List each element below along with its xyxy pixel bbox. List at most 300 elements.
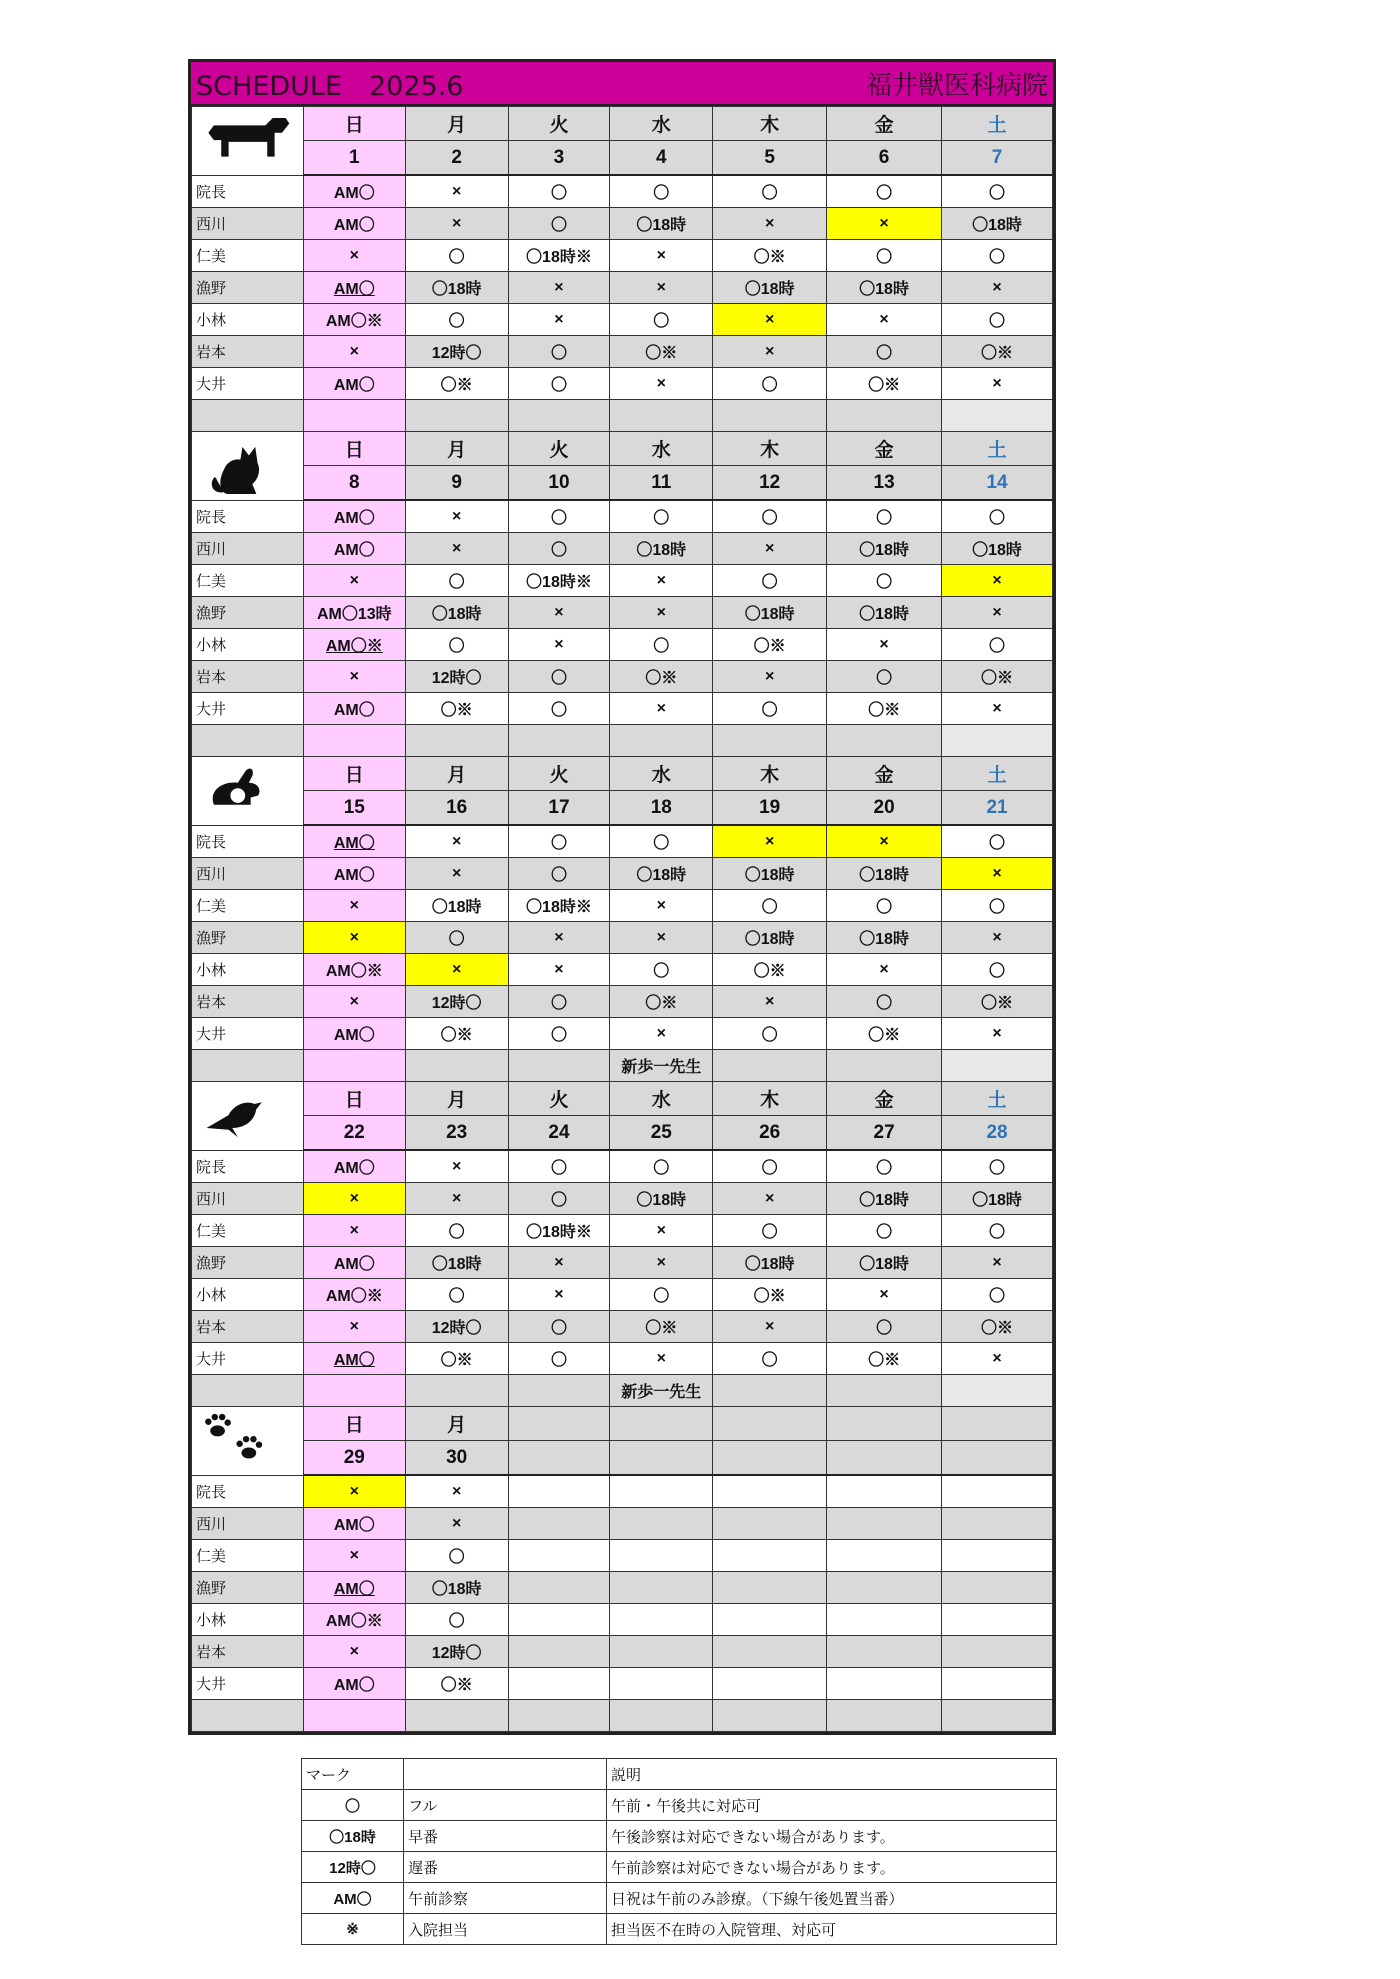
schedule-value: 〇 — [989, 1160, 1006, 1177]
schedule-cell — [713, 1636, 827, 1668]
date-cell — [508, 1441, 610, 1476]
note-cell — [942, 1050, 1053, 1082]
schedule-value: × — [656, 896, 666, 914]
schedule-value: × — [451, 1189, 462, 1207]
schedule-cell — [713, 1150, 827, 1183]
schedule-cell — [508, 986, 610, 1018]
schedule-cell — [827, 1572, 942, 1604]
footer-cell — [713, 1700, 827, 1732]
schedule-value: × — [349, 1189, 359, 1207]
schedule-cell — [610, 1604, 713, 1636]
day-label: 金 — [827, 757, 942, 791]
schedule-cell — [942, 858, 1053, 890]
note-cell — [713, 725, 827, 757]
note-cell — [303, 400, 405, 432]
legend-row — [302, 1883, 1057, 1914]
date-cell: 11 — [610, 466, 713, 501]
schedule-cell — [827, 1279, 942, 1311]
schedule-value: 〇 — [653, 1160, 670, 1177]
schedule-cell — [827, 1183, 942, 1215]
schedule-cell — [405, 1540, 508, 1572]
date-cell: 16 — [405, 791, 508, 826]
schedule-cell — [827, 890, 942, 922]
schedule-value: × — [656, 246, 666, 264]
schedule-cell — [610, 1475, 713, 1508]
day-label: 土 — [942, 432, 1053, 466]
schedule-cell — [713, 1508, 827, 1540]
schedule-value: × — [349, 571, 359, 589]
schedule-cell — [405, 954, 508, 986]
legend-mark: 〇 — [302, 1790, 404, 1821]
schedule-cell — [405, 1572, 508, 1604]
schedule-grid — [191, 106, 1053, 1732]
legend-label: 午前診察 — [404, 1883, 607, 1914]
date-cell — [827, 1441, 942, 1476]
schedule-value: 〇 — [876, 1160, 893, 1177]
schedule-cell — [610, 597, 713, 629]
day-label — [713, 1407, 827, 1441]
schedule-title: SCHEDULE 2025.6 — [196, 70, 464, 102]
schedule-value: × — [992, 603, 1002, 621]
schedule-value: 〇18時 — [859, 1192, 909, 1209]
schedule-cell — [508, 661, 610, 693]
date-cell: 22 — [303, 1116, 405, 1151]
staff-name: 小林 — [192, 1279, 304, 1311]
schedule-value: × — [879, 310, 889, 328]
schedule-value: 〇 — [550, 217, 567, 234]
schedule-value: 〇 — [989, 510, 1006, 527]
day-label: 金 — [827, 1082, 942, 1116]
day-label: 水 — [610, 432, 713, 466]
staff-row — [192, 629, 1053, 661]
staff-name: 仁美 — [192, 1540, 304, 1572]
day-label: 水 — [610, 107, 713, 141]
schedule-value: 〇 — [550, 670, 567, 687]
schedule-value: × — [656, 571, 666, 589]
schedule-cell — [942, 336, 1053, 368]
schedule-value: × — [554, 635, 564, 653]
staff-name: 院長 — [192, 1475, 304, 1508]
schedule-cell — [405, 858, 508, 890]
schedule-cell — [508, 533, 610, 565]
schedule-cell — [303, 858, 405, 890]
schedule-cell — [827, 175, 942, 208]
staff-name: 仁美 — [192, 1215, 304, 1247]
date-cell: 17 — [508, 791, 610, 826]
day-label: 月 — [405, 757, 508, 791]
schedule-cell — [405, 368, 508, 400]
schedule-cell — [303, 1018, 405, 1050]
schedule-value: × — [554, 603, 564, 621]
schedule-cell — [405, 922, 508, 954]
schedule-value: × — [349, 1642, 359, 1660]
schedule-value: 〇 — [876, 899, 893, 916]
note-cell — [827, 1050, 942, 1082]
week-4-day-header — [192, 1082, 1053, 1116]
schedule-cell — [827, 693, 942, 725]
schedule-value: × — [451, 960, 462, 978]
date-cell: 10 — [508, 466, 610, 501]
staff-row — [192, 1183, 1053, 1215]
schedule-cell — [713, 986, 827, 1018]
schedule-cell — [405, 1150, 508, 1183]
schedule-value: × — [451, 1514, 462, 1532]
schedule-value: 〇18時 — [859, 606, 909, 623]
schedule-cell — [508, 304, 610, 336]
note-row — [192, 400, 1053, 432]
day-label: 月 — [405, 1082, 508, 1116]
schedule-value: × — [879, 832, 889, 850]
schedule-value: 〇18時※ — [526, 249, 592, 266]
date-cell: 28 — [942, 1116, 1053, 1151]
staff-name: 漁野 — [192, 922, 304, 954]
schedule-value: 〇 — [876, 574, 893, 591]
staff-row — [192, 565, 1053, 597]
note-cell — [508, 1375, 610, 1407]
note-cell — [508, 725, 610, 757]
staff-name: 岩本 — [192, 1636, 304, 1668]
staff-name: 院長 — [192, 175, 304, 208]
schedule-cell — [942, 240, 1053, 272]
schedule-value: × — [879, 214, 889, 232]
day-label: 月 — [405, 432, 508, 466]
rabbit-icon — [192, 757, 304, 826]
legend-description: 日祝は午前のみ診療。（下線午後処置当番） — [607, 1883, 1057, 1914]
clinic-name: 福井獣医科病院 — [865, 70, 1048, 101]
cat-icon — [192, 432, 304, 501]
schedule-cell — [405, 890, 508, 922]
schedule-value: AM〇 — [333, 542, 375, 559]
footer-cell — [942, 1700, 1053, 1732]
schedule-cell — [405, 629, 508, 661]
schedule-value: 〇 — [876, 670, 893, 687]
schedule-value: 〇※ — [981, 345, 1014, 362]
schedule-value: 〇18時 — [636, 867, 687, 884]
footer-cell — [405, 1700, 508, 1732]
paw-prints-icon — [192, 1407, 304, 1476]
staff-row — [192, 825, 1053, 858]
staff-name: 仁美 — [192, 240, 304, 272]
day-label — [610, 1407, 713, 1441]
schedule-cell — [827, 858, 942, 890]
schedule-value: 12時〇 — [431, 345, 482, 362]
legend-header-cell: マーク — [302, 1759, 404, 1790]
schedule-cell — [405, 1018, 508, 1050]
schedule-value: 〇 — [448, 313, 465, 330]
schedule-value: 〇※ — [645, 670, 678, 687]
day-label: 日 — [303, 757, 405, 791]
schedule-value: 〇 — [989, 638, 1006, 655]
schedule-value: 〇18時 — [859, 1256, 909, 1273]
schedule-value: AM〇 — [333, 510, 375, 527]
staff-name: 大井 — [192, 1018, 304, 1050]
schedule-value: AM〇※ — [325, 1613, 383, 1630]
schedule-value: × — [992, 1349, 1002, 1367]
footer-cell — [303, 1700, 405, 1732]
staff-row — [192, 1540, 1053, 1572]
schedule-value: 〇 — [761, 185, 778, 202]
schedule-cell — [405, 986, 508, 1018]
schedule-cell — [942, 1572, 1053, 1604]
schedule-value: 12時〇 — [431, 670, 482, 687]
schedule-value: 〇 — [448, 931, 465, 948]
schedule-cell — [303, 1540, 405, 1572]
schedule-cell — [610, 629, 713, 661]
schedule-cell — [405, 240, 508, 272]
day-label: 火 — [508, 432, 610, 466]
note-cell — [713, 1050, 827, 1082]
schedule-value: × — [554, 928, 564, 946]
staff-row — [192, 1018, 1053, 1050]
schedule-cell — [405, 336, 508, 368]
day-label: 月 — [405, 1407, 508, 1441]
schedule-cell — [827, 1540, 942, 1572]
schedule-value: × — [656, 1349, 666, 1367]
schedule-value: 〇18時 — [744, 606, 795, 623]
schedule-cell — [303, 597, 405, 629]
schedule-value: 〇※ — [868, 702, 901, 719]
schedule-value: 〇18時 — [431, 899, 482, 916]
schedule-value: 〇18時 — [431, 1256, 482, 1273]
schedule-value: 〇18時 — [744, 931, 795, 948]
day-label: 木 — [713, 432, 827, 466]
schedule-panel — [188, 59, 1056, 1735]
schedule-cell — [303, 693, 405, 725]
schedule-value: 〇※ — [440, 1027, 473, 1044]
staff-row — [192, 240, 1053, 272]
schedule-cell — [508, 500, 610, 533]
date-cell: 25 — [610, 1116, 713, 1151]
note-spacer — [192, 1050, 304, 1082]
schedule-cell — [610, 565, 713, 597]
schedule-value: × — [992, 1024, 1002, 1042]
date-cell — [942, 1441, 1053, 1476]
schedule-value: 12時〇 — [431, 1645, 482, 1662]
schedule-cell — [303, 1475, 405, 1508]
schedule-cell — [942, 208, 1053, 240]
note-cell — [405, 1050, 508, 1082]
schedule-cell — [303, 208, 405, 240]
schedule-cell — [942, 629, 1053, 661]
schedule-value: AM〇 — [333, 867, 375, 884]
schedule-cell — [942, 565, 1053, 597]
schedule-cell — [942, 661, 1053, 693]
schedule-cell — [713, 500, 827, 533]
staff-name: 岩本 — [192, 1311, 304, 1343]
schedule-value: 〇 — [761, 1160, 778, 1177]
schedule-cell — [508, 1018, 610, 1050]
schedule-value: 〇18時※ — [526, 1224, 592, 1241]
schedule-cell — [713, 368, 827, 400]
schedule-cell — [713, 1343, 827, 1375]
schedule-cell — [508, 1636, 610, 1668]
schedule-value: 〇18時 — [744, 281, 795, 298]
schedule-value: AM〇※ — [325, 638, 383, 655]
schedule-value: × — [554, 278, 564, 296]
schedule-cell — [827, 597, 942, 629]
schedule-value: 〇 — [550, 1352, 567, 1369]
schedule-value: 〇※ — [868, 1352, 901, 1369]
schedule-cell — [508, 1668, 610, 1700]
date-cell: 7 — [942, 141, 1053, 176]
staff-row — [192, 1668, 1053, 1700]
note-row — [192, 725, 1053, 757]
schedule-value: × — [656, 1221, 666, 1239]
schedule-cell — [610, 500, 713, 533]
schedule-cell — [508, 890, 610, 922]
date-cell: 8 — [303, 466, 405, 501]
schedule-cell — [610, 1183, 713, 1215]
schedule-value: 〇 — [550, 542, 567, 559]
date-cell: 15 — [303, 791, 405, 826]
schedule-value: AM〇 — [333, 1027, 375, 1044]
legend-header-cell: 説明 — [607, 1759, 1057, 1790]
schedule-cell — [827, 825, 942, 858]
schedule-cell — [610, 1215, 713, 1247]
schedule-value: 〇18時※ — [526, 899, 592, 916]
schedule-cell — [827, 986, 942, 1018]
schedule-value: 〇※ — [440, 702, 473, 719]
schedule-cell — [827, 1475, 942, 1508]
schedule-cell — [303, 565, 405, 597]
schedule-cell — [942, 304, 1053, 336]
schedule-value: 〇 — [989, 313, 1006, 330]
schedule-value: 〇※ — [440, 1677, 473, 1694]
schedule-value: 〇18時 — [431, 606, 482, 623]
schedule-value: 〇 — [876, 995, 893, 1012]
day-label: 金 — [827, 107, 942, 141]
week-1-date-header — [192, 141, 1053, 176]
schedule-cell — [713, 304, 827, 336]
staff-name: 大井 — [192, 693, 304, 725]
schedule-cell — [610, 890, 713, 922]
schedule-cell — [827, 1150, 942, 1183]
schedule-cell — [713, 890, 827, 922]
schedule-cell — [610, 1018, 713, 1050]
schedule-cell — [508, 1475, 610, 1508]
schedule-cell — [610, 661, 713, 693]
schedule-cell — [942, 500, 1053, 533]
schedule-value: 〇※ — [981, 995, 1014, 1012]
week-1-day-header — [192, 107, 1053, 141]
week-3-date-header — [192, 791, 1053, 826]
schedule-cell — [405, 304, 508, 336]
schedule-cell — [942, 1343, 1053, 1375]
schedule-value: × — [992, 374, 1002, 392]
schedule-cell — [405, 1311, 508, 1343]
schedule-cell — [610, 368, 713, 400]
schedule-cell — [713, 208, 827, 240]
schedule-value: 〇 — [550, 185, 567, 202]
schedule-cell — [713, 1572, 827, 1604]
schedule-cell — [942, 597, 1053, 629]
schedule-value: 〇※ — [440, 1352, 473, 1369]
schedule-cell — [713, 1540, 827, 1572]
schedule-cell — [713, 629, 827, 661]
schedule-value: × — [992, 571, 1002, 589]
schedule-cell — [942, 1279, 1053, 1311]
schedule-value: 12時〇 — [431, 995, 482, 1012]
schedule-cell — [405, 1508, 508, 1540]
schedule-cell — [610, 922, 713, 954]
schedule-cell — [303, 336, 405, 368]
schedule-cell — [508, 240, 610, 272]
schedule-cell — [610, 1508, 713, 1540]
schedule-value: 〇 — [550, 835, 567, 852]
schedule-cell — [610, 175, 713, 208]
note-cell — [405, 1375, 508, 1407]
schedule-cell — [508, 858, 610, 890]
schedule-value: 〇18時 — [859, 867, 909, 884]
schedule-cell — [827, 1604, 942, 1636]
schedule-value: AM〇 — [333, 1256, 375, 1273]
staff-row — [192, 1279, 1053, 1311]
schedule-cell — [610, 825, 713, 858]
date-cell: 19 — [713, 791, 827, 826]
schedule-cell — [303, 1668, 405, 1700]
schedule-cell — [713, 825, 827, 858]
schedule-cell — [508, 1183, 610, 1215]
schedule-cell — [713, 954, 827, 986]
schedule-value: × — [656, 374, 666, 392]
schedule-value: 〇 — [653, 313, 670, 330]
legend-label: 早番 — [404, 1821, 607, 1852]
date-cell: 5 — [713, 141, 827, 176]
date-cell: 20 — [827, 791, 942, 826]
note-spacer — [192, 1375, 304, 1407]
staff-row — [192, 1247, 1053, 1279]
footer-spacer — [192, 1700, 304, 1732]
legend-label: 遅番 — [404, 1852, 607, 1883]
schedule-cell — [713, 922, 827, 954]
schedule-value: 〇 — [550, 345, 567, 362]
day-label: 金 — [827, 432, 942, 466]
schedule-value: 〇 — [989, 185, 1006, 202]
schedule-value: 〇 — [761, 1352, 778, 1369]
week-5-day-header — [192, 1407, 1053, 1441]
schedule-value: × — [349, 896, 359, 914]
staff-name: 漁野 — [192, 1572, 304, 1604]
schedule-cell — [303, 986, 405, 1018]
week-5-date-header — [192, 1441, 1053, 1476]
schedule-value: × — [349, 342, 359, 360]
note-cell: 新歩一先生 — [610, 1375, 713, 1407]
schedule-value: 〇※ — [868, 377, 901, 394]
staff-name: 大井 — [192, 368, 304, 400]
staff-name: 漁野 — [192, 272, 304, 304]
legend-row — [302, 1914, 1057, 1945]
schedule-cell — [303, 240, 405, 272]
week-3-day-header — [192, 757, 1053, 791]
schedule-value: 〇※ — [753, 1288, 786, 1305]
schedule-value: × — [451, 864, 462, 882]
schedule-value: 〇18時 — [636, 1192, 687, 1209]
schedule-value: 〇 — [653, 510, 670, 527]
schedule-value: AM〇13時 — [316, 606, 392, 623]
note-cell — [508, 400, 610, 432]
schedule-cell — [610, 693, 713, 725]
day-label: 木 — [713, 1082, 827, 1116]
schedule-cell — [942, 890, 1053, 922]
day-label: 木 — [713, 107, 827, 141]
schedule-cell — [508, 1311, 610, 1343]
staff-row — [192, 954, 1053, 986]
legend-table — [301, 1758, 1057, 1945]
staff-name: 院長 — [192, 500, 304, 533]
schedule-cell — [405, 1636, 508, 1668]
schedule-value: 〇18時 — [972, 1192, 1022, 1209]
schedule-value: × — [656, 1024, 666, 1042]
